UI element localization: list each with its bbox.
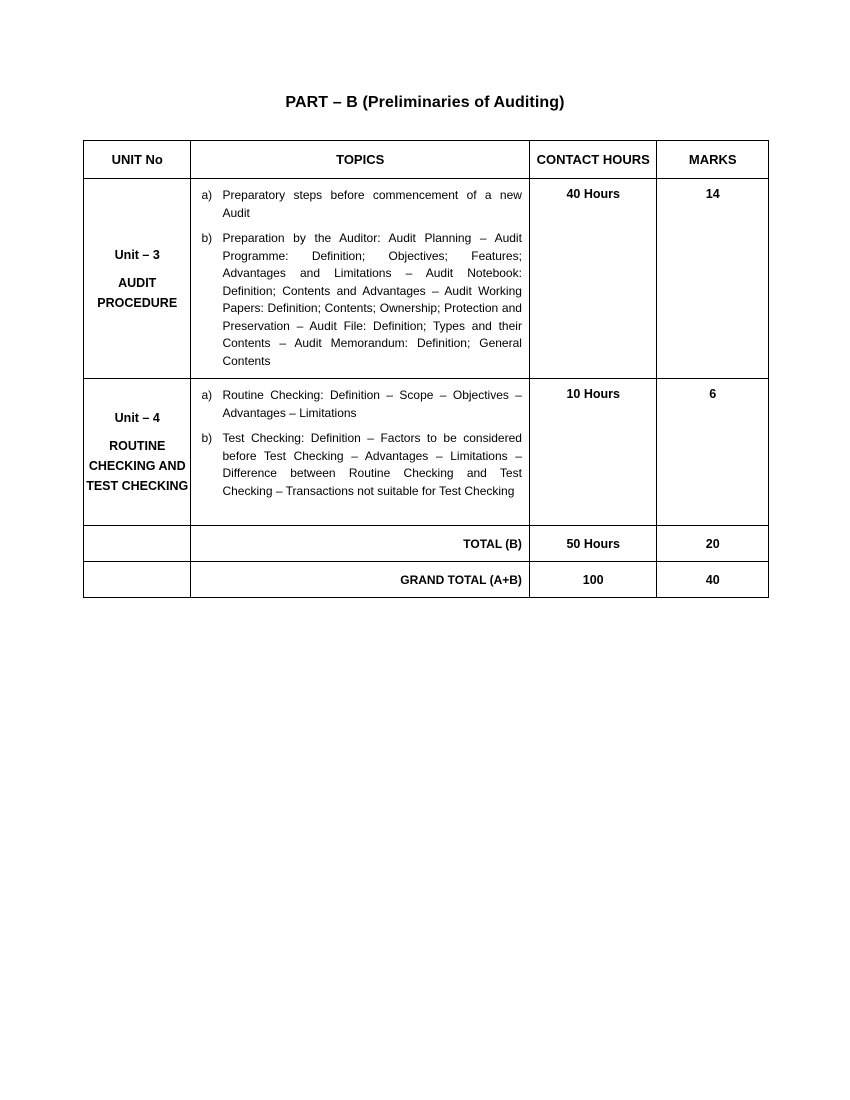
- topic-text: Preparatory steps before commencement of a new Audit: [222, 188, 522, 220]
- topic-marker: b): [201, 431, 213, 445]
- topic-text: Routine Checking: Definition – Scope – Objectives – Advantages – Limitations: [222, 388, 522, 420]
- syllabus-table: [83, 140, 769, 598]
- header-unit: UNIT No: [84, 141, 191, 179]
- empty-cell: [84, 526, 191, 562]
- topic-item: [201, 387, 521, 422]
- topic-text: Preparation by the Auditor: Audit Planning – Audit Programme: Definition; Objectives; Features; Advantages and Limitations – Audit Notebook: Definition; Contents and Advantages – Audit Working Papers: Definition; Contents; Ownership; Protection and Preservation – Audit File: Definition; Types and their Contents – Audit Memorandum: Definition; General Contents: [222, 231, 522, 368]
- unit-name: AUDIT PROCEDURE: [97, 275, 178, 310]
- topic-item: [201, 430, 521, 500]
- topic-marker: b): [201, 231, 213, 245]
- page-title: PART – B (Preliminaries of Auditing): [285, 94, 565, 111]
- unit-number: Unit – 4: [114, 411, 160, 425]
- grand-total-marks: 40: [657, 562, 769, 598]
- unit-name: ROUTINE CHECKING AND TEST CHECKING: [86, 439, 189, 493]
- header-contact-hours: CONTACT HOURS: [529, 141, 657, 179]
- topic-text: Test Checking: Definition – Factors to be considered before Test Checking – Advantages – Limitations – Difference between Routine Checking and Test Checking – Transactions not suitable for Test Checking: [222, 431, 522, 498]
- topics-cell: [191, 179, 529, 379]
- header-topics: TOPICS: [191, 141, 529, 179]
- marks-cell: 14: [657, 179, 769, 379]
- topics-cell: [191, 379, 529, 526]
- empty-cell: [84, 562, 191, 598]
- total-hours: 50 Hours: [529, 526, 657, 562]
- unit-cell: [84, 179, 191, 379]
- topic-marker: a): [201, 388, 213, 402]
- total-label: TOTAL (B): [191, 526, 529, 562]
- header-marks: MARKS: [657, 141, 769, 179]
- total-row: [84, 526, 769, 562]
- table-row: [84, 379, 769, 526]
- contact-hours-cell: 40 Hours: [529, 179, 657, 379]
- topic-marker: a): [201, 188, 213, 202]
- grand-total-label: GRAND TOTAL (A+B): [191, 562, 529, 598]
- unit-cell: [84, 379, 191, 526]
- contact-hours-cell: 10 Hours: [529, 379, 657, 526]
- marks-cell: 6: [657, 379, 769, 526]
- grand-total-hours: 100: [529, 562, 657, 598]
- total-marks: 20: [657, 526, 769, 562]
- table-row: [84, 179, 769, 379]
- table-header-row: [84, 141, 769, 179]
- topic-item: [201, 230, 521, 370]
- unit-number: Unit – 3: [114, 247, 160, 262]
- topic-item: [201, 187, 521, 222]
- grand-total-row: [84, 562, 769, 598]
